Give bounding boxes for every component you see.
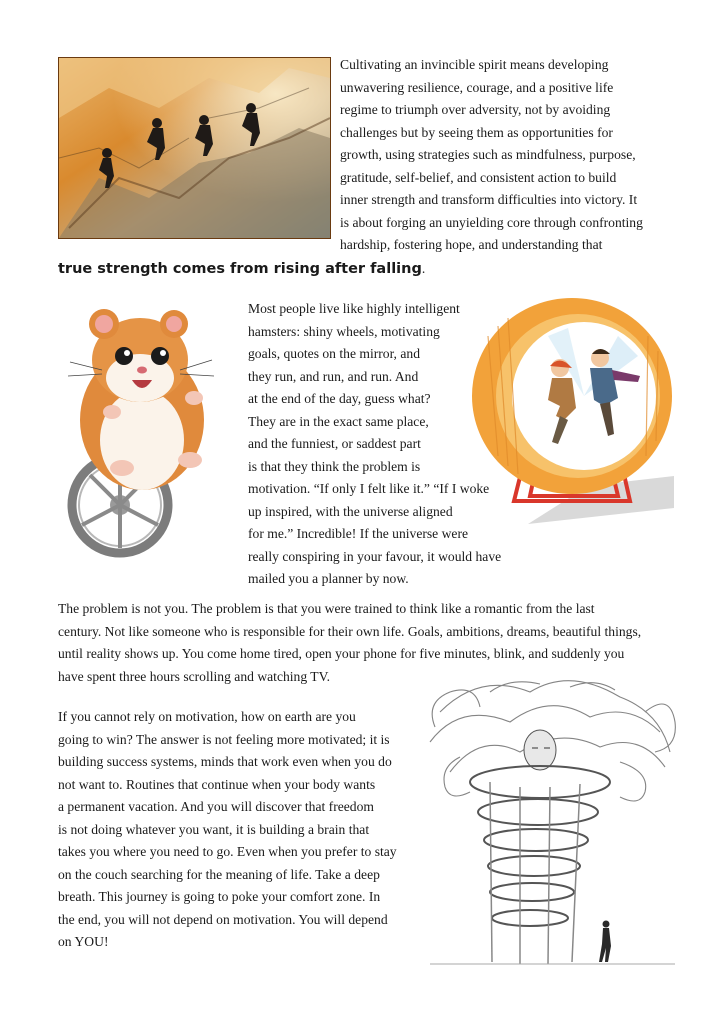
emphasis-line	[58, 258, 425, 281]
hamster-line: for me.” Incredible! If the universe were	[248, 526, 469, 541]
hamster-line: at the end of the day, guess what?	[248, 391, 431, 406]
final-line: If you cannot rely on motivation, how on earth are you	[58, 709, 356, 724]
final-line: breath. This journey is going to poke your comfort zone. In	[58, 889, 381, 904]
final-line: takes you where you need to go. Even when you prefer to stay	[58, 844, 397, 859]
intro-line: growth, using strategies such as mindfulness, purpose,	[340, 147, 636, 162]
problem-line: The problem is not you. The problem is that you were trained to think like a romantic from the last	[58, 601, 595, 616]
hamster-line: They are in the exact same place,	[248, 413, 429, 429]
intro-line: inner strength and transform difficulties into victory. It	[340, 192, 638, 207]
hamster-line: is that they think the problem is	[248, 458, 421, 474]
climbers-illustration	[58, 57, 331, 239]
hamster-line: mailed you a planner by now.	[248, 571, 409, 586]
problem-line: until reality shows up. You come home tired, open your phone for five minutes, blink, and suddenly you	[58, 646, 625, 661]
walking-person-icon	[599, 921, 611, 963]
intro-line: challenges but by seeing them as opportunities for	[340, 124, 613, 140]
spiral-staircase-illustration	[420, 672, 680, 974]
problem-line: have spent three hours scrolling and watching TV.	[58, 668, 331, 684]
problem-line: century. Not like someone who is responsible for their own life. Goals, ambitions, dreams, beautiful things,	[58, 623, 642, 639]
intro-line: gratitude, self-belief, and consistent action to build	[340, 169, 617, 185]
hamster-illustration	[62, 300, 222, 560]
emphasis-period: .	[421, 261, 426, 276]
final-line: the end, you will not depend on motivation. You will depend	[58, 911, 388, 927]
intro-paragraph	[340, 54, 690, 257]
intro-line: is about forging an unyielding core through confronting	[340, 214, 643, 230]
running-wheel-image	[468, 296, 674, 528]
hamster-line: hamsters: shiny wheels, motivating	[248, 323, 440, 339]
hamster-image	[62, 300, 222, 560]
hamster-line: up inspired, with the universe aligned	[248, 503, 453, 519]
final-paragraph	[58, 706, 428, 954]
running-wheel-illustration	[468, 296, 674, 528]
intro-line: unwavering resilience, courage, and a positive life	[340, 79, 614, 95]
final-line: not want to. Routines that continue when your body wants	[58, 776, 376, 792]
hamster-line: really conspiring in your favour, it would have	[248, 548, 502, 564]
final-line: going to win? The answer is not feeling more motivated; it is	[58, 731, 390, 747]
final-line: is not doing whatever you want, it is building a brain that	[58, 821, 370, 837]
final-line: building success systems, minds that work even when you do	[58, 754, 392, 769]
emphasis-text: true strength comes from rising after falling	[58, 261, 422, 277]
hamster-line: motivation. “If only I felt like it.” “If I woke	[248, 481, 490, 496]
hamster-line: goals, quotes on the mirror, and	[248, 346, 420, 361]
hamster-line: and the funniest, or saddest part	[248, 436, 421, 451]
hamster-line: they run, and run, and run. And	[248, 368, 419, 384]
intro-line: regime to triumph over adversity, not by avoiding	[340, 102, 611, 117]
intro-line: Cultivating an invincible spirit means developing	[340, 57, 609, 72]
final-line: a permanent vacation. And you will discover that freedom	[58, 799, 374, 814]
final-line: on the couch searching for the meaning of life. Take a deep	[58, 866, 380, 882]
intro-line: hardship, fostering hope, and understanding that	[340, 237, 603, 252]
spiral-staircase-image	[420, 672, 680, 974]
climbers-image	[59, 58, 330, 238]
hamster-line: Most people live like highly intelligent	[248, 301, 460, 316]
final-line: on YOU!	[58, 934, 109, 949]
